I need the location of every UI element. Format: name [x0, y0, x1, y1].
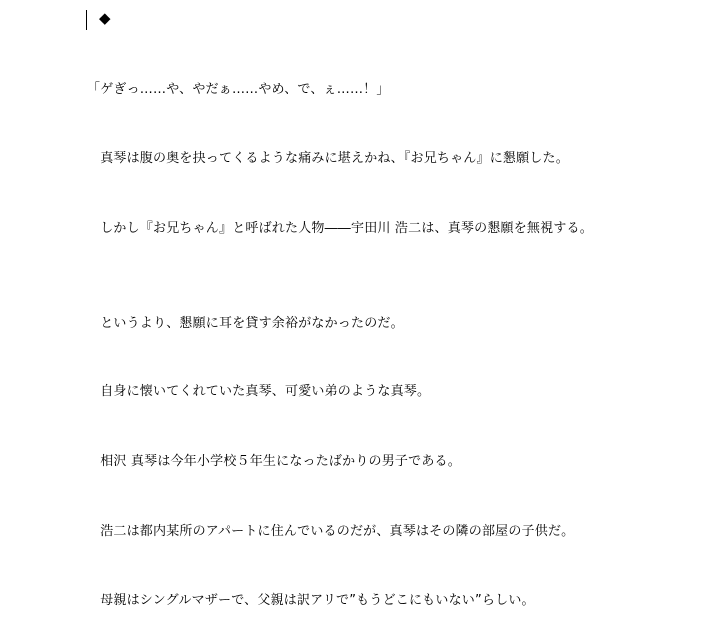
paragraph-7: 浩二は都内某所のアパートに住んでいるのだが、真琴はその隣の部屋の子供だ。 [87, 524, 575, 539]
paragraph-6: 相沢 真琴は今年小学校５年生になったばかりの男子である。 [87, 454, 461, 469]
section-marker: ◆ [99, 9, 111, 27]
paragraph-8: 母親はシングルマザーで、父親は訳アリで”もうどこにもいない”らしい。 [87, 593, 535, 608]
paragraph-5: 自身に懐いてくれていた真琴、可愛い弟のような真琴。 [87, 384, 431, 399]
paragraph-4: というより、懇願に耳を貸す余裕がなかったのだ。 [87, 316, 404, 331]
paragraph-2: 真琴は腹の奥を抉ってくるような痛みに堪えかね、『お兄ちゃん』に懇願した。 [87, 151, 569, 166]
text-cursor [86, 10, 87, 30]
paragraph-1: 「ゲぎっ……や、やだぁ……やめ、で、ぇ……！」 [87, 82, 390, 97]
paragraph-3: しかし『お兄ちゃん』と呼ばれた人物――宇田川 浩二は、真琴の懇願を無視する。 [87, 221, 593, 236]
